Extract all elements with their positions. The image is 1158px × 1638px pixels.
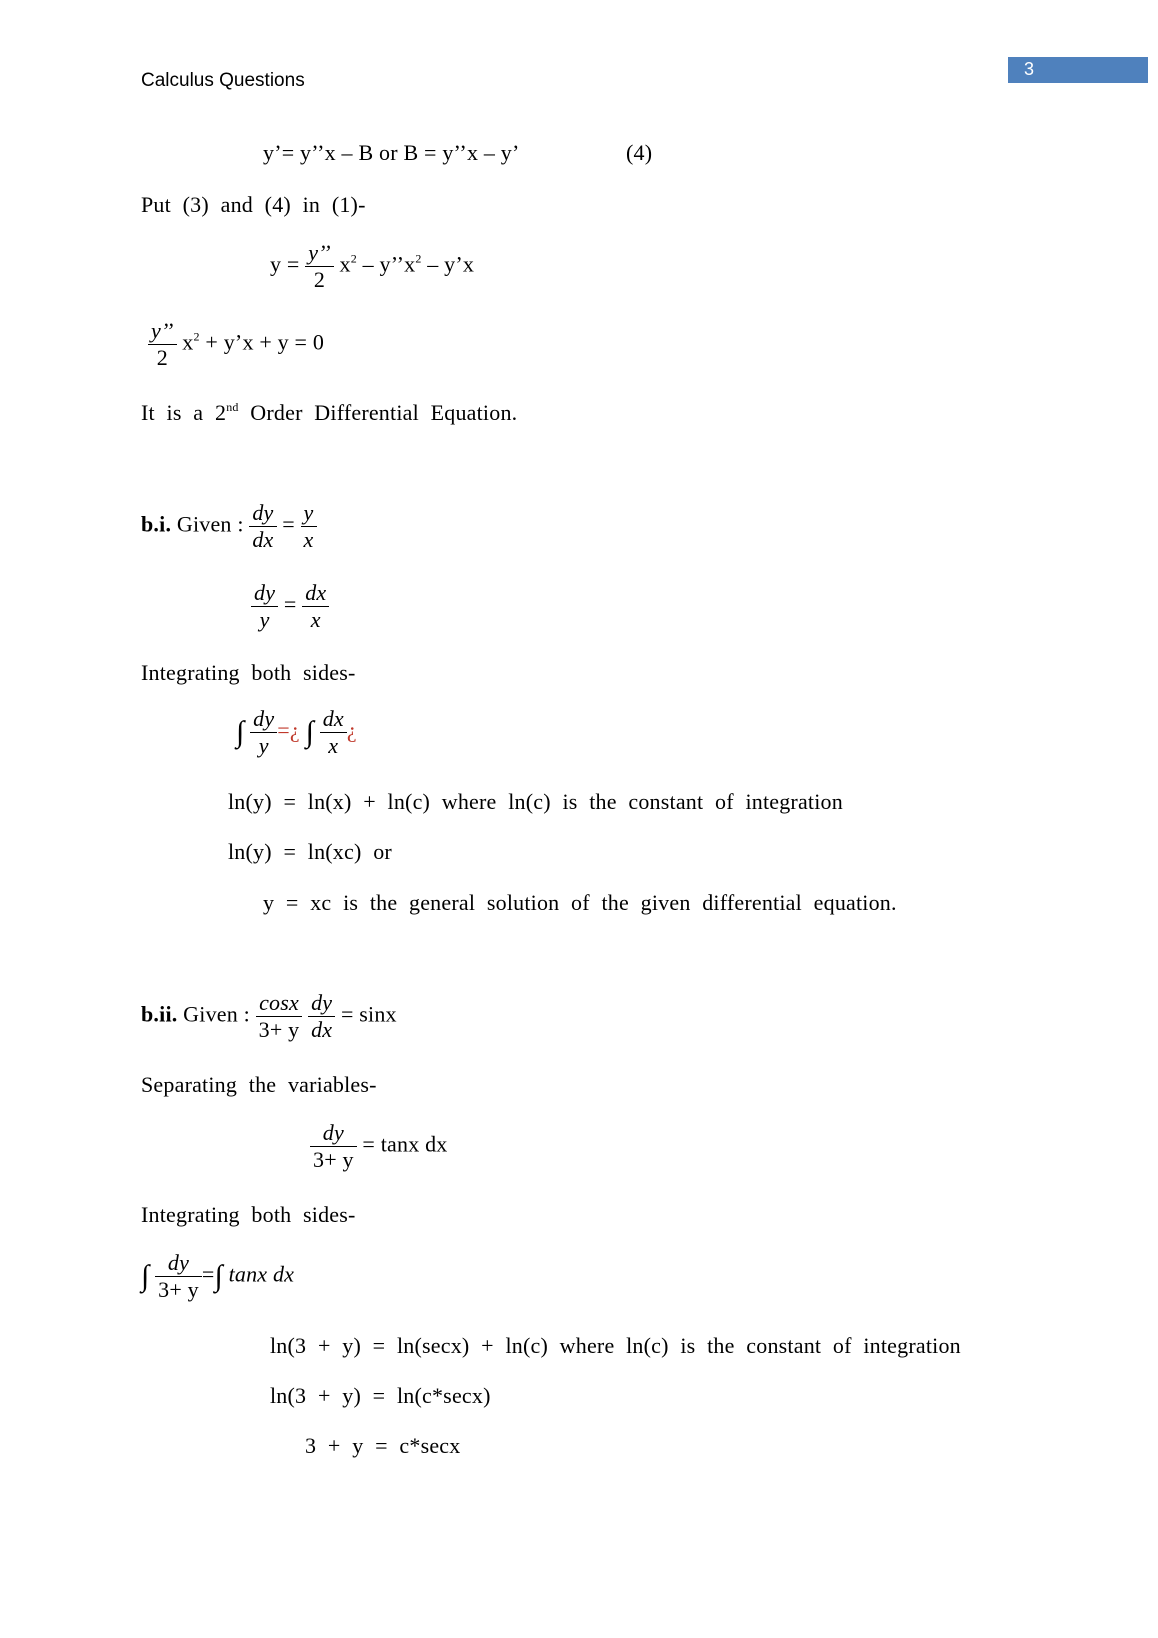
fraction-dy-y — [250, 706, 277, 759]
separated-equation-2 — [310, 1120, 448, 1173]
integrating-line: Integrating both sides- — [141, 660, 356, 685]
fraction-dy-3y — [155, 1250, 202, 1303]
fraction-numerator: dy — [308, 990, 335, 1017]
fraction-numerator: y — [301, 500, 317, 527]
equation-4-number: (4) — [626, 140, 653, 165]
fraction-numerator: dy — [310, 1120, 357, 1147]
fraction-y-x — [301, 500, 317, 553]
fraction-numerator: y’’ — [148, 318, 177, 345]
rhs: = tanx dx — [362, 1131, 448, 1157]
equation-4-text: y’= y’’x – B or B = y’’x – y’ — [263, 140, 520, 165]
lhs: y = — [270, 251, 300, 277]
ln-equation-2: ln(y) = ln(xc) or — [228, 839, 392, 864]
put-line: Put (3) and (4) in (1)- — [141, 192, 366, 217]
fraction-dy-3y — [310, 1120, 357, 1173]
artifact-char: ¿ — [346, 717, 357, 743]
fraction-numerator: dx — [302, 580, 329, 607]
running-header: Calculus Questions — [141, 70, 305, 91]
equals: = — [282, 511, 295, 537]
fraction-dx-x — [302, 580, 329, 633]
term-y1x: – y’x — [427, 251, 475, 277]
fraction-denominator: x — [303, 527, 314, 552]
fraction-numerator: dx — [320, 706, 347, 733]
fraction-denominator: dx — [252, 527, 274, 552]
fraction-denominator: y — [258, 733, 269, 758]
fraction-denominator: 3+ y — [158, 1277, 199, 1302]
fraction-cosx-3y — [256, 990, 303, 1043]
fraction-numerator: dy — [250, 706, 277, 733]
given-label: Given : — [176, 511, 244, 537]
ln-equation-1: ln(y) = ln(x) + ln(c) where ln(c) is the constant of integration — [228, 789, 843, 814]
square: 2 — [193, 329, 200, 344]
order-text-b: Order Differential Equation. — [250, 400, 518, 425]
fraction-numerator: y’’ — [305, 240, 334, 267]
fraction-y2-over-2 — [305, 240, 334, 293]
fraction-denominator: x — [310, 607, 321, 632]
part-bii-label: b.ii. — [141, 1001, 178, 1027]
integral-sign: ∫ — [214, 1259, 223, 1293]
fraction-denominator: dx — [311, 1017, 333, 1042]
part-bii-given — [141, 990, 397, 1043]
fraction-denominator: 2 — [156, 345, 168, 370]
fraction-dy-y — [251, 580, 278, 633]
page-number: 3 — [1024, 59, 1035, 79]
ordinal-suffix: nd — [226, 400, 239, 414]
given-label: Given : — [183, 1001, 250, 1027]
integral-sign: ∫ — [305, 715, 314, 749]
integral-sign: ∫ — [236, 715, 245, 749]
fraction-dy-dx — [308, 990, 335, 1043]
square: 2 — [415, 251, 422, 266]
fraction-y2-over-2 — [148, 318, 177, 371]
fraction-dy-dx — [249, 500, 276, 553]
equals: = — [201, 1261, 215, 1287]
square: 2 — [350, 251, 357, 266]
integral-equation — [236, 706, 357, 759]
page-number-badge — [1008, 57, 1148, 83]
term-x: x — [339, 251, 351, 277]
integrand: tanx dx — [228, 1261, 295, 1287]
resulting-ode — [148, 318, 324, 371]
equals-artifact: =¿ — [277, 717, 300, 743]
part-bi-label: b.i. — [141, 511, 172, 537]
term-x: x — [182, 329, 194, 355]
term-rest: + y’x + y = 0 — [205, 329, 325, 355]
general-solution: y = xc is the general solution of the given differential equation. — [263, 890, 897, 915]
fraction-denominator: 3+ y — [313, 1147, 354, 1172]
separated-equation — [251, 580, 329, 633]
fraction-denominator: y — [259, 607, 270, 632]
substituted-equation — [270, 240, 474, 293]
integral-equation-2 — [141, 1250, 294, 1303]
integral-sign: ∫ — [141, 1259, 150, 1293]
fraction-denominator: 3+ y — [258, 1017, 300, 1042]
fraction-numerator: dy — [249, 500, 276, 527]
fraction-numerator: dy — [155, 1250, 202, 1277]
equation-4 — [263, 140, 519, 166]
separating-line: Separating the variables- — [141, 1072, 377, 1097]
ln-equation-3: ln(3 + y) = ln(secx) + ln(c) where ln(c) is the constant of integration — [270, 1333, 961, 1358]
order-statement — [141, 400, 517, 426]
fraction-denominator: x — [328, 733, 339, 758]
ln-equation-4: ln(3 + y) = ln(c*secx) — [270, 1383, 491, 1408]
fraction-numerator: cosx — [256, 990, 303, 1017]
fraction-denominator: 2 — [313, 267, 326, 292]
part-bi-given — [141, 500, 317, 553]
fraction-numerator: dy — [251, 580, 278, 607]
order-text-a: It is a 2 — [141, 400, 227, 425]
fraction-dx-x — [320, 706, 347, 759]
final-solution: 3 + y = c*secx — [305, 1433, 461, 1458]
rhs: = sinx — [340, 1001, 397, 1027]
term-y2x: – y’’x — [362, 251, 416, 277]
equals: = — [283, 591, 297, 617]
integrating-line-2: Integrating both sides- — [141, 1202, 356, 1227]
